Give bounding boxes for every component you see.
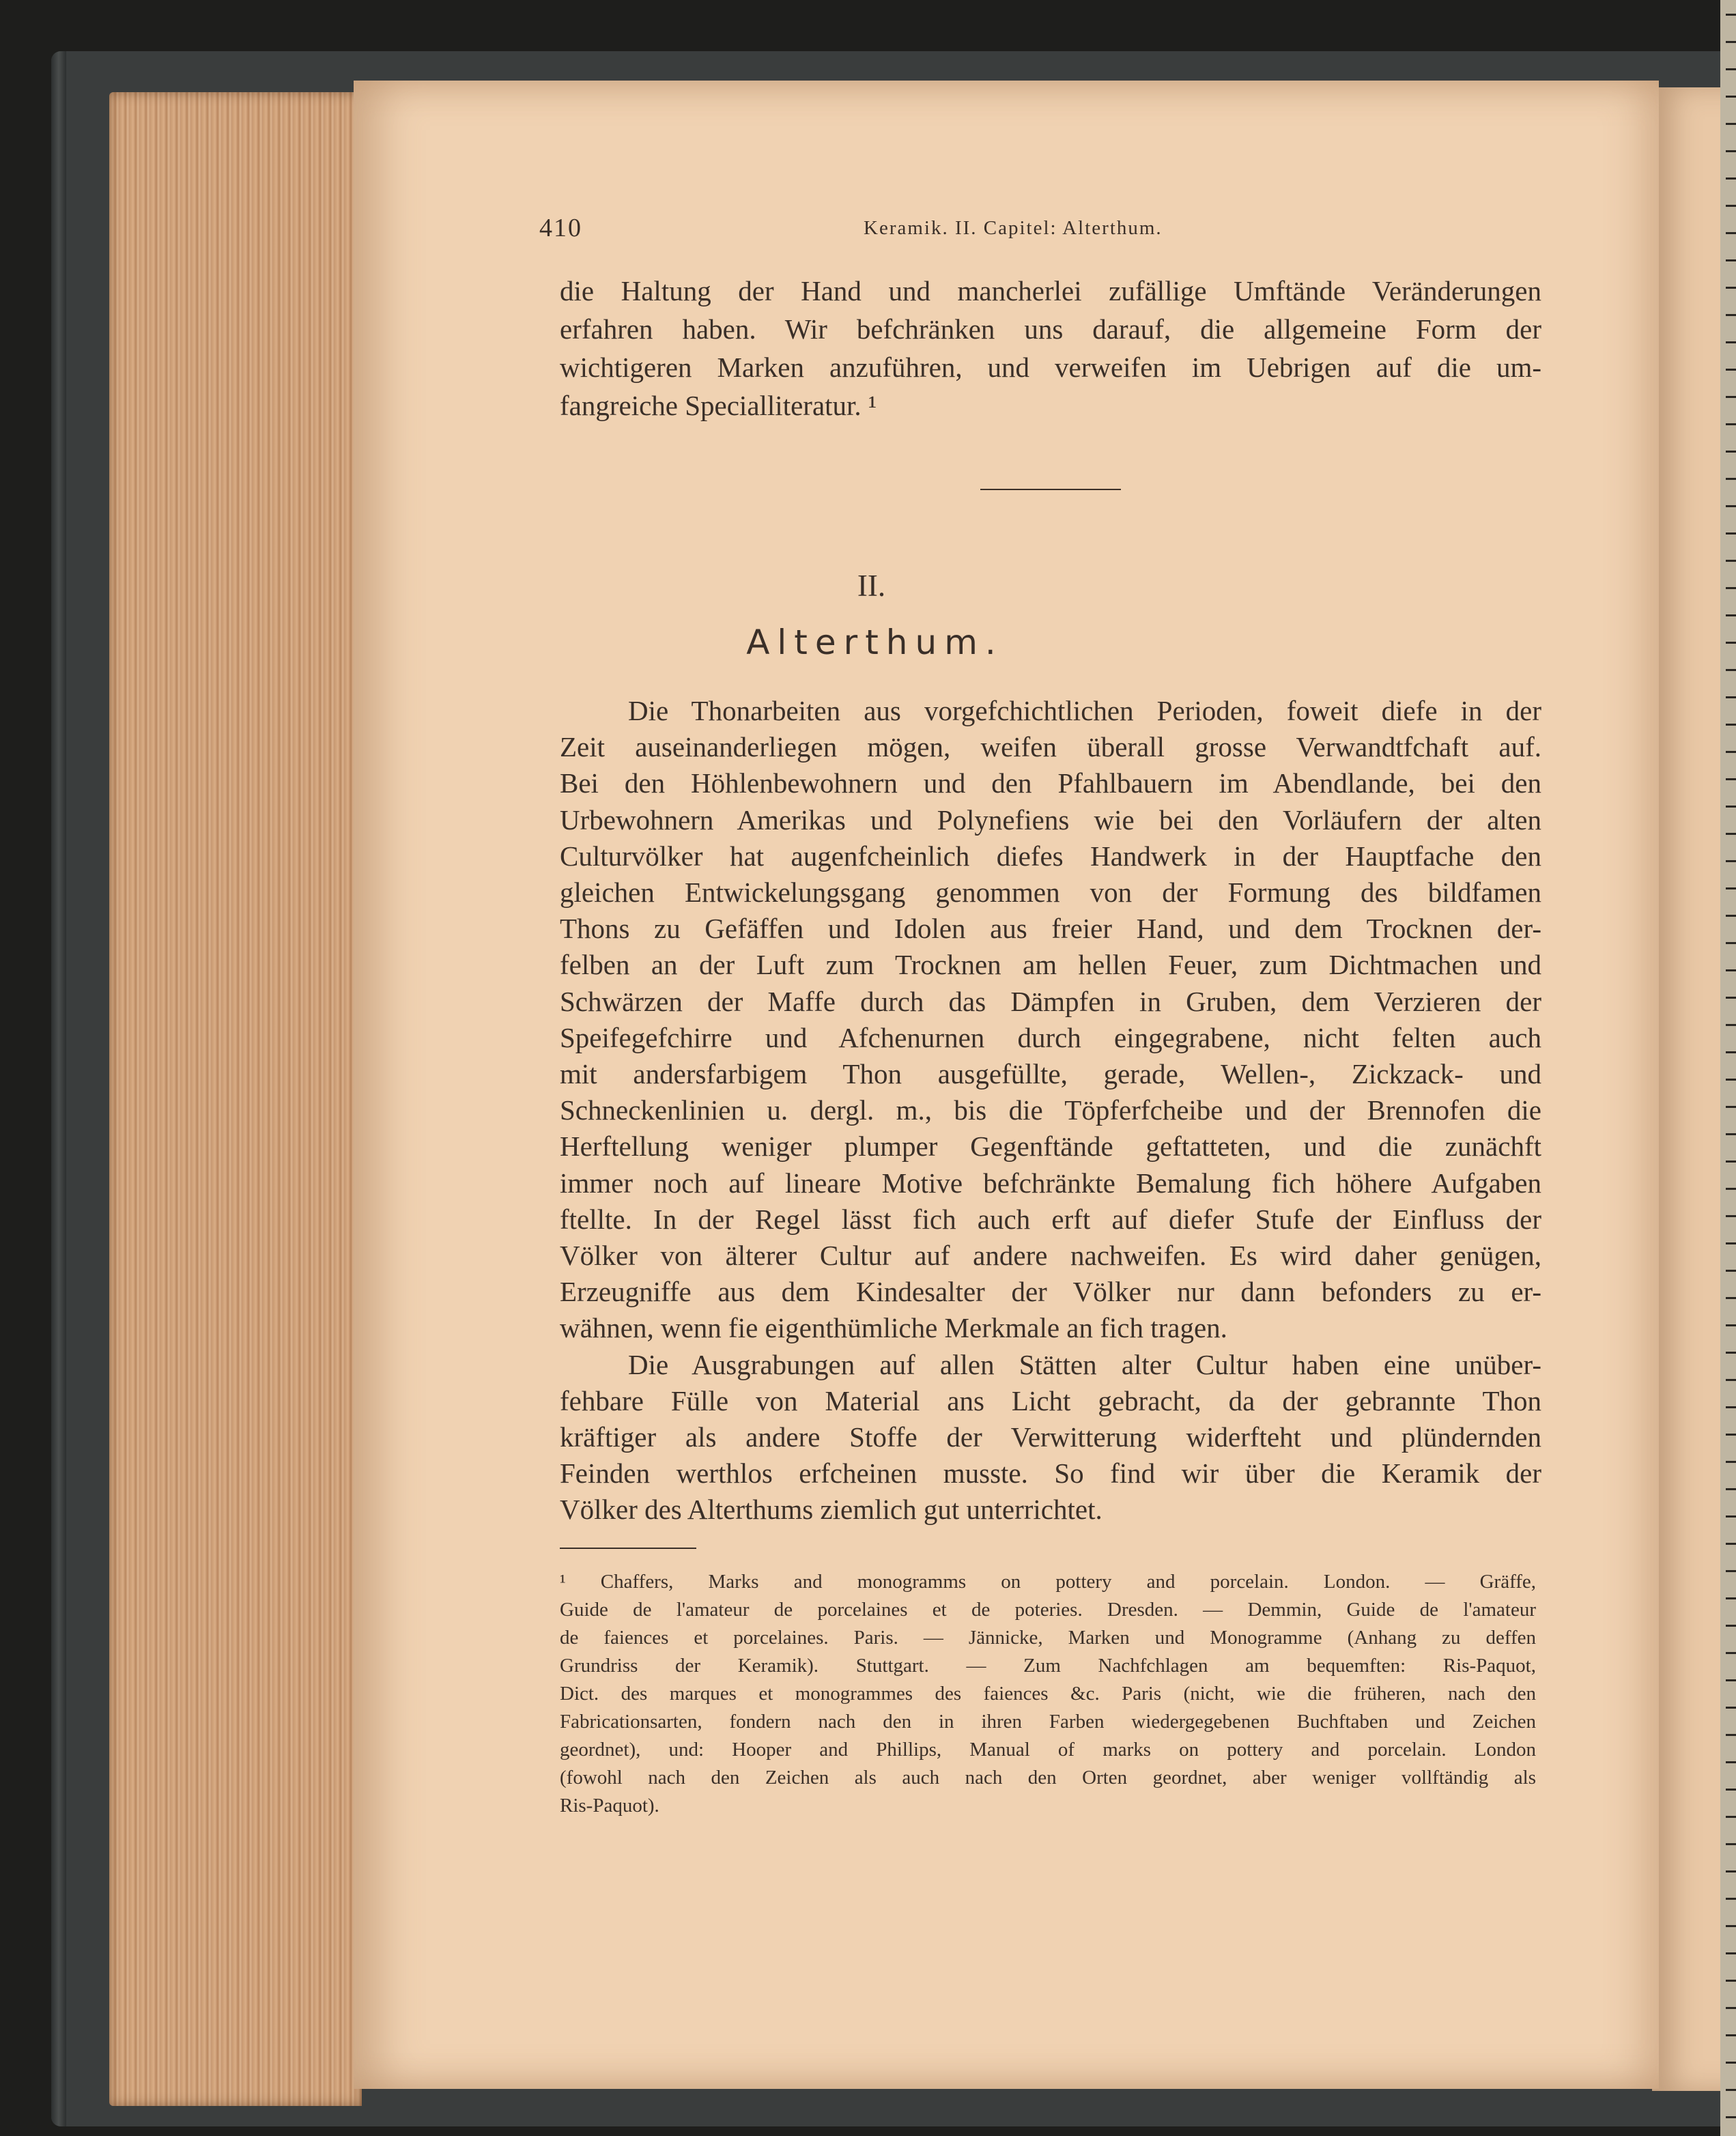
ruler-tick	[1726, 1488, 1736, 1490]
ruler-tick	[1726, 587, 1736, 589]
ruler-tick	[1726, 724, 1736, 726]
ruler-tick	[1726, 505, 1736, 507]
ruler-tick	[1726, 1024, 1736, 1026]
ruler-tick	[1726, 1461, 1736, 1463]
ruler-tick	[1726, 1297, 1736, 1299]
ruler-tick	[1726, 2034, 1736, 2036]
ruler-tick	[1726, 1379, 1736, 1381]
ruler-tick	[1726, 1625, 1736, 1627]
ruler-tick	[1726, 205, 1736, 207]
ruler-tick	[1726, 969, 1736, 971]
footnote-line: Dict. des marques et monogrammes des faiences &c. Paris (nicht, wie die früheren, nach den	[560, 1683, 1536, 1705]
ruler-tick	[1726, 232, 1736, 234]
ruler-tick	[1726, 614, 1736, 616]
ruler-tick	[1726, 806, 1736, 808]
ruler-tick	[1726, 1106, 1736, 1108]
ruler-tick	[1726, 1160, 1736, 1163]
ruler-tick	[1726, 1270, 1736, 1272]
body-line: Feinden werthlos erfcheinen musste. So find wir über die Keramik der	[560, 1457, 1541, 1490]
ruler-tick	[1726, 887, 1736, 889]
section-number: II.	[857, 569, 886, 603]
ruler-tick	[1726, 68, 1736, 70]
ruler-tick	[1726, 1925, 1736, 1927]
page-number: 410	[539, 214, 582, 242]
body-line: gleichen Entwickelungsgang genommen von der Formung des bildfamen	[560, 877, 1541, 908]
ruler-tick	[1726, 1980, 1736, 1982]
footnote-line: de faiences et porcelaines. Paris. — Jännicke, Marken und Monogramme (Anhang zu deffen	[560, 1627, 1536, 1649]
body-line: Culturvölker hat augenfcheinlich diefes Handwerk in der Hauptfache den	[560, 840, 1541, 872]
ruler-tick	[1726, 1215, 1736, 1217]
body-line: Thons zu Gefäffen und Idolen aus freier Hand, und dem Trocknen der-	[560, 913, 1541, 945]
ruler-tick	[1726, 2116, 1736, 2118]
ruler-tick	[1726, 1707, 1736, 1709]
ruler-tick	[1726, 1952, 1736, 1954]
ruler-tick	[1726, 1734, 1736, 1736]
ruler-tick	[1726, 1406, 1736, 1408]
ruler-tick	[1726, 560, 1736, 562]
body-line: immer noch auf lineare Motive befchränkte Bemalung fich höhere Aufgaben	[560, 1167, 1541, 1199]
footnote-line: ¹ Chaffers, Marks and monogramms on pottery and porcelain. London. — Gräffe,	[560, 1571, 1536, 1593]
ruler-tick	[1726, 669, 1736, 671]
ruler-tick	[1726, 1789, 1736, 1791]
ruler-tick	[1726, 314, 1736, 316]
intro-line: fangreiche Specialliteratur. ¹	[560, 390, 877, 421]
ruler-tick	[1726, 1679, 1736, 1681]
ruler-tick	[1726, 478, 1736, 480]
ruler-tick	[1726, 1870, 1736, 1872]
ruler-tick	[1726, 451, 1736, 453]
ruler-tick	[1726, 860, 1736, 862]
ruler-tick	[1726, 2089, 1736, 2091]
intro-line: die Haltung der Hand und mancherlei zufällige Umftände Veränderungen	[560, 275, 1541, 307]
footnote-line: (fowohl nach den Zeichen als auch nach den Orten geordnet, aber weniger vollftändig als	[560, 1767, 1536, 1789]
body-line: Die Ausgrabungen auf allen Stätten alter Cultur haben eine unüber-	[628, 1348, 1541, 1380]
ruler-tick	[1726, 1515, 1736, 1518]
body-line: ftellte. In der Regel lässt fich auch erft auf diefer Stufe der Einfluss der	[560, 1203, 1541, 1235]
ruler-tick	[1726, 96, 1736, 98]
ruler-tick	[1726, 341, 1736, 343]
body-line: Völker von älterer Cultur auf andere nachweifen. Es wird daher genügen,	[560, 1240, 1541, 1271]
ruler-tick	[1726, 1434, 1736, 1436]
body-line: Die Thonarbeiten aus vorgefchichtlichen Perioden, foweit diefe in der	[628, 695, 1541, 726]
ruler-tick	[1726, 1188, 1736, 1190]
ruler-tick	[1726, 1051, 1736, 1053]
footnote-line: Grundriss der Keramik). Stuttgart. — Zum Nachfchlagen am bequemften: Ris-Paquot,	[560, 1655, 1536, 1677]
body-line: Herftellung weniger plumper Gegenftände geftatteten, und die zunächft	[560, 1130, 1541, 1163]
section-divider	[980, 489, 1121, 490]
ruler-tick	[1726, 1652, 1736, 1654]
page-edges-stack	[109, 92, 362, 2106]
ruler-tick	[1726, 41, 1736, 43]
footnote-line: Guide de l'amateur de porcelaines et de poteries. Dresden. — Demmin, Guide de l'amateur	[560, 1599, 1536, 1621]
body-line: Schwärzen der Maffe durch das Dämpfen in Gruben, dem Verzieren der	[560, 985, 1541, 1017]
body-line: Völker des Alterthums ziemlich gut unterrichtet.	[560, 1494, 1102, 1526]
ruler-tick	[1726, 396, 1736, 398]
ruler-tick	[1726, 123, 1736, 125]
body-line: Zeit auseinanderliegen mögen, weifen überall grosse Verwandtfchaft auf.	[560, 731, 1541, 763]
body-line: Bei den Höhlenbewohnern und den Pfahlbauern im Abendlande, bei den	[560, 767, 1541, 799]
running-head: Keramik. II. Capitel: Alterthum.	[864, 217, 1163, 239]
body-line: wähnen, wenn fie eigenthümliche Merkmale an fich tragen.	[560, 1312, 1227, 1344]
ruler-tick	[1726, 423, 1736, 425]
ruler-tick	[1726, 833, 1736, 835]
footnote-line: Fabricationsarten, fondern nach den in ihren Farben wiedergegebenen Buchftaben und Zeichen	[560, 1711, 1536, 1733]
ruler-tick	[1726, 642, 1736, 644]
ruler-tick	[1726, 1324, 1736, 1326]
ruler-tick	[1726, 915, 1736, 917]
ruler-tick	[1726, 259, 1736, 261]
ruler-tick	[1726, 997, 1736, 999]
body-line: Urbewohnern Amerikas und Polynefiens wie bei den Vorläufern der alten	[560, 803, 1541, 836]
ruler-tick	[1726, 287, 1736, 289]
ruler-tick	[1726, 1761, 1736, 1763]
body-line: kräftiger als andere Stoffe der Verwitterung widerfteht und plündernden	[560, 1421, 1541, 1453]
ruler-tick	[1726, 2007, 1736, 2009]
ruler-tick	[1726, 1079, 1736, 1081]
ruler-tick	[1726, 1352, 1736, 1354]
ruler-tick	[1726, 369, 1736, 371]
intro-line: erfahren haben. Wir befchränken uns darauf, die allgemeine Form der	[560, 313, 1541, 345]
body-line: Schneckenlinien u. dergl. m., bis die Töpferfcheibe und der Brennofen die	[560, 1094, 1541, 1126]
ruler-tick	[1726, 696, 1736, 698]
ruler-tick	[1726, 1570, 1736, 1572]
ruler-tick	[1726, 1242, 1736, 1244]
ruler-tick	[1726, 1133, 1736, 1135]
ruler-tick	[1726, 2062, 1736, 2064]
ruler-tick	[1726, 14, 1736, 16]
ruler-tick	[1726, 177, 1736, 180]
ruler-tick	[1726, 1543, 1736, 1545]
ruler-tick	[1726, 150, 1736, 152]
ruler-tick	[1726, 1597, 1736, 1599]
book-spine-edge	[51, 51, 66, 2126]
body-line: mit andersfarbigem Thon ausgefüllte, gerade, Wellen-, Zickzack- und	[560, 1058, 1541, 1090]
body-line: felben an der Luft zum Trocknen am hellen Feuer, zum Dichtmachen und	[560, 949, 1541, 981]
ruler-tick	[1726, 751, 1736, 753]
footnote-line: Ris-Paquot).	[560, 1795, 659, 1817]
ruler-tick	[1726, 1816, 1736, 1818]
body-line: Speifegefchirre und Afchenurnen durch eingegrabene, nicht felten auch	[560, 1021, 1541, 1053]
ruler-tick	[1726, 778, 1736, 780]
footnote-line: geordnet), und: Hooper and Phillips, Manual of marks on pottery and porcelain. London	[560, 1739, 1536, 1761]
footnote-rule	[560, 1548, 696, 1549]
ruler-tick	[1726, 1898, 1736, 1900]
body-line: fehbare Fülle von Material ans Licht gebracht, da der gebrannte Thon	[560, 1384, 1541, 1416]
ruler-tick	[1726, 942, 1736, 944]
ruler-tick	[1726, 1843, 1736, 1845]
intro-line: wichtigeren Marken anzuführen, und verweifen im Uebrigen auf die um-	[560, 352, 1541, 383]
body-line: Erzeugniffe aus dem Kindesalter der Völker nur dann befonders zu er-	[560, 1276, 1541, 1308]
ruler-tick	[1726, 532, 1736, 535]
section-title: Alterthum.	[746, 623, 1004, 662]
